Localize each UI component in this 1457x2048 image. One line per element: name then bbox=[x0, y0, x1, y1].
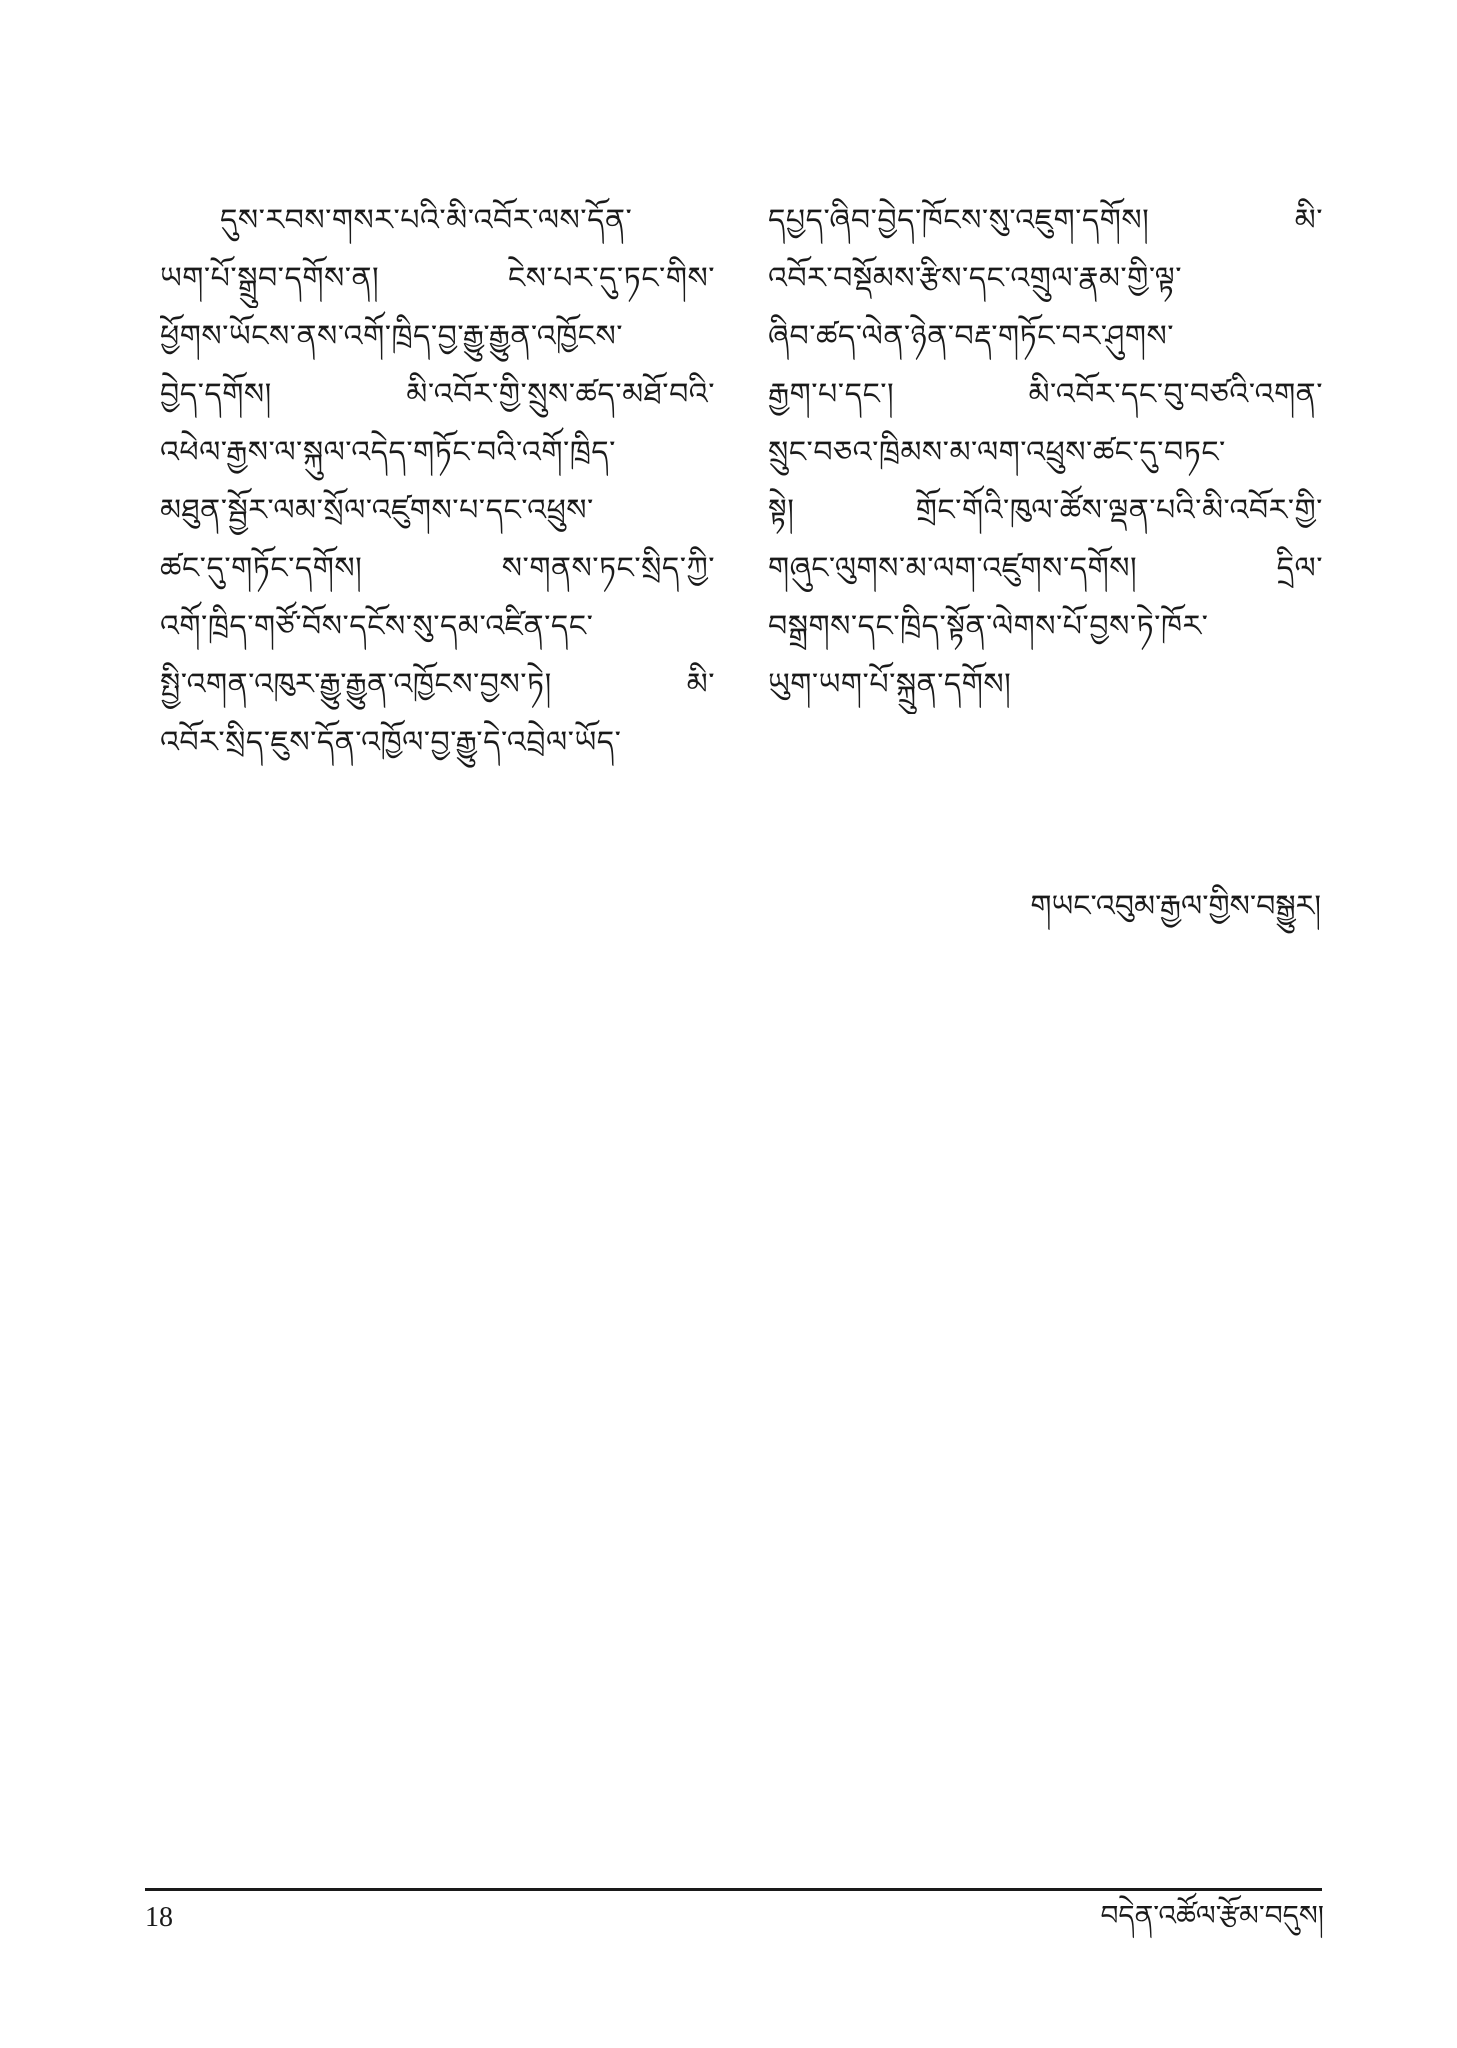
page-number: 18 bbox=[145, 1902, 173, 1933]
body-line: འབོར་བསྡོམས་རྩིས་དང་འགྲུལ་རྣམ་གྱི་ལྟ་ bbox=[768, 261, 1183, 296]
left-column bbox=[160, 192, 715, 772]
body-line: འབོར་སྲིད་ཇུས་དོན་འཁྱོལ་བྱ་རྒྱུ་དེ་འབྲེལ་ཡོད་ bbox=[160, 725, 622, 760]
body-line: བྱེད་དགོས། མི་འབོར་གྱི་སྲུས་ཚད་མཐོ་བའི་ bbox=[160, 377, 715, 412]
body-line: སྲུང་བཅའ་ཁྲིམས་མ་ལག་འཕྲུས་ཚང་དུ་བཏང་ bbox=[768, 435, 1226, 470]
body-line: གཞུང་ལུགས་མ་ལག་འཛུགས་དགོས། དྲིལ་ bbox=[768, 551, 1323, 586]
running-title: བདེན་འཚོལ་རྩོམ་བདུས། bbox=[1100, 1899, 1324, 1932]
body-line: འགོ་ཁྲིད་གཙོ་བོས་དངོས་སུ་དམ་འཛིན་དང་ bbox=[160, 609, 594, 644]
body-line: སྟེ། གྲོང་གོའི་ཁུལ་ཚོས་ལྡན་པའི་མི་འབོར་གྱི་ bbox=[768, 493, 1323, 528]
body-line: དཔྱད་ཞིབ་བྱེད་ཁོངས་སུ་འཇུག་དགོས། མི་ bbox=[768, 203, 1323, 238]
body-line: མཐུན་སྦྱོར་ལམ་སྲོལ་འཛུགས་པ་དང་འཕྲུས་ bbox=[160, 493, 594, 528]
right-column bbox=[768, 192, 1323, 714]
body-line: བསྒྲགས་དང་ཁྲིད་སྟོན་ལེགས་པོ་བྱས་ཏེ་ཁོར་ bbox=[768, 609, 1209, 644]
translator-credit: གཡང་འབུམ་རྒྱལ་གྱིས་བསྒྱུར། bbox=[1030, 889, 1321, 924]
body-line: ཡུག་ཡག་པོ་སྐྲུན་དགོས། bbox=[768, 667, 1012, 702]
body-line: སྤྱི་འགན་འཁུར་རྒྱུ་རྒྱུན་འཁྱོངས་བྱས་ཏེ། མི་ bbox=[160, 667, 715, 702]
body-line: ཚང་དུ་གཏོང་དགོས། ས་གནས་ཏང་སྲིད་ཀྱི་ bbox=[160, 551, 715, 586]
body-line: ཡག་པོ་སྒྲུབ་དགོས་ན། ངེས་པར་དུ་ཏང་གིས་ bbox=[160, 261, 715, 296]
body-line: རྒྱག་པ་དང་། མི་འབོར་དང་བུ་བཙའི་འགན་ bbox=[768, 377, 1323, 412]
footer-divider bbox=[145, 1888, 1322, 1891]
body-line: དུས་རབས་གསར་པའི་མི་འབོར་ལས་དོན་ bbox=[220, 203, 633, 238]
body-line: འཕེལ་རྒྱས་ལ་སྐུལ་འདེད་གཏོང་བའི་འགོ་ཁྲིད་ bbox=[160, 435, 616, 470]
body-line: ཞིབ་ཚད་ལེན་ཉེན་བརྡ་གཏོང་བར་ཤུགས་ bbox=[768, 319, 1175, 354]
body-line: ཕྱོགས་ཡོངས་ནས་འགོ་ཁྲིད་བྱ་རྒྱུ་རྒྱུན་འཁྱོངས་ bbox=[160, 319, 623, 354]
